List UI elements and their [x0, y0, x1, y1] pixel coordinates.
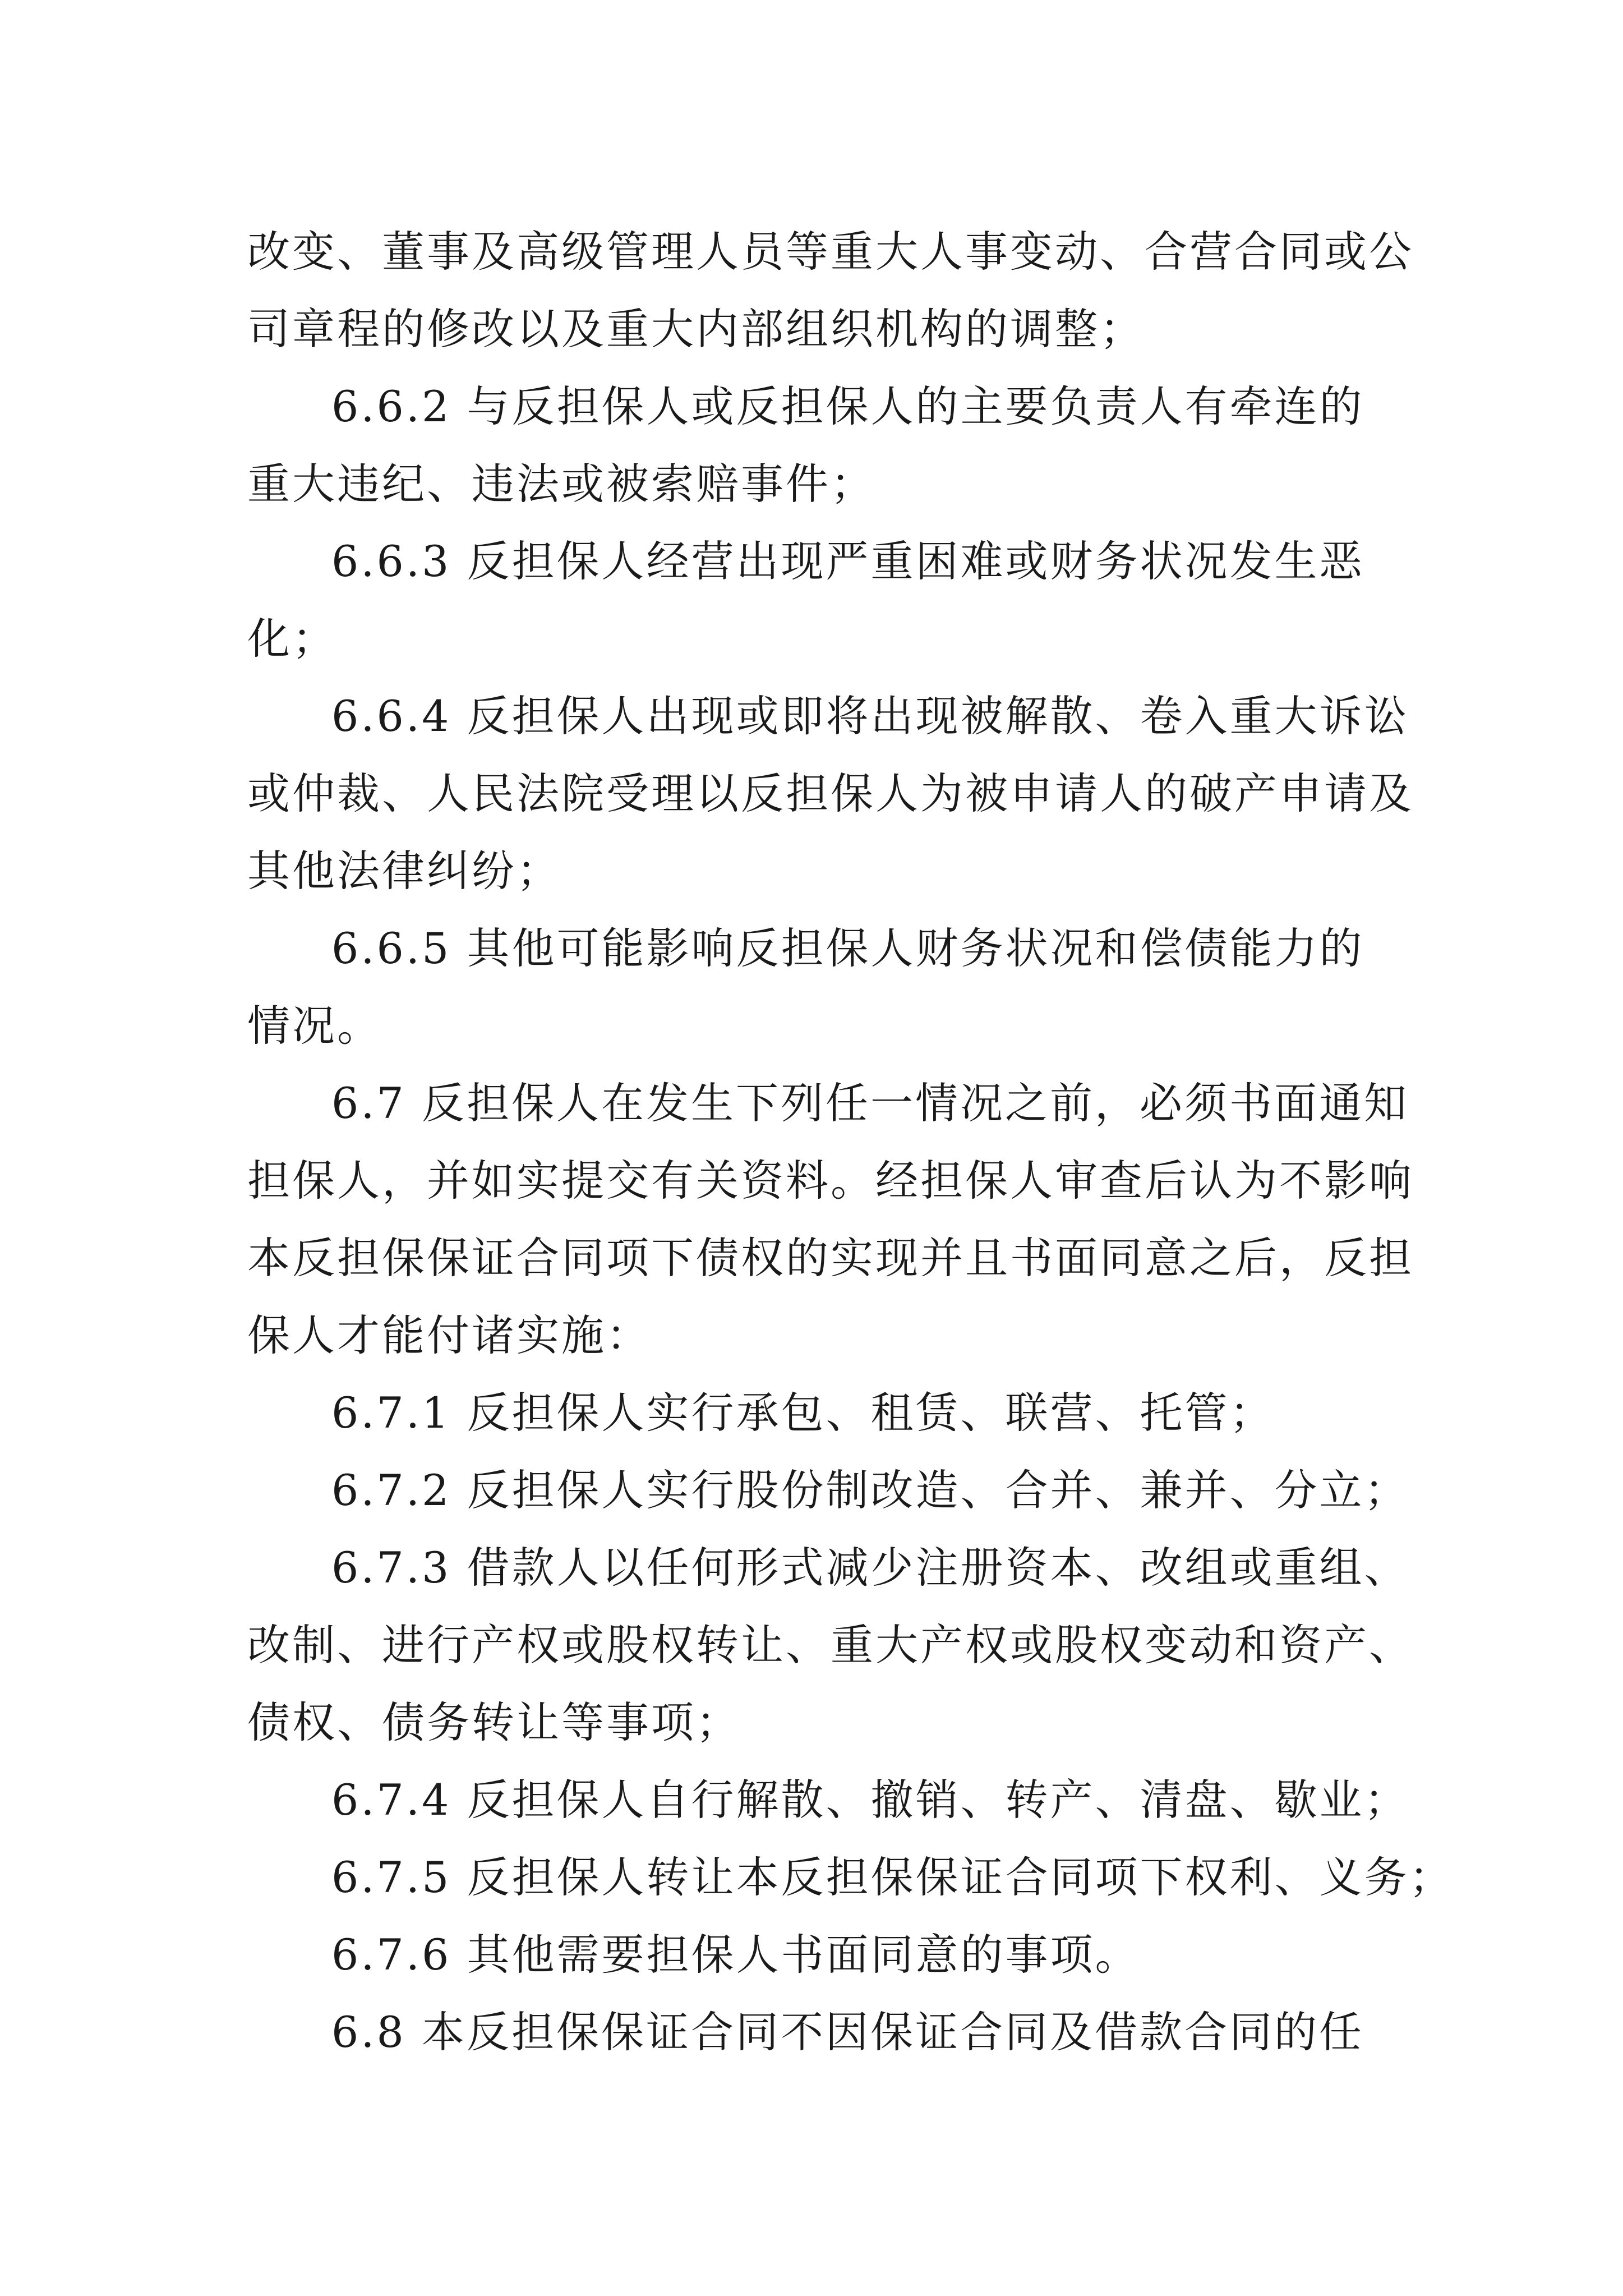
text-line: 保人才能付诸实施：: [247, 1310, 651, 1360]
clause-6-7-6: 6.7.6 其他需要担保人书面同意的事项。: [331, 1930, 1140, 1980]
text-line: 担保人，并如实提交有关资料。经担保人审查后认为不影响: [247, 1156, 1414, 1205]
text-line: 重大违纪、违法或被索赔事件；: [247, 459, 875, 509]
clause-6-6-3: 6.6.3 反担保人经营出现严重困难或财务状况发生恶: [331, 536, 1364, 586]
text-line: 改变、董事及高级管理人员等重大人事变动、合营合同或公: [247, 227, 1414, 277]
clause-6-6-2: 6.6.2 与反担保人或反担保人的主要负责人有牵连的: [331, 381, 1364, 431]
text-line: 改制、进行产权或股权转让、重大产权或股权变动和资产、: [247, 1620, 1414, 1670]
clause-6-6-4: 6.6.4 反担保人出现或即将出现被解散、卷入重大诉讼: [331, 691, 1409, 741]
text-line: 司章程的修改以及重大内部组织机构的调整；: [247, 304, 1145, 354]
clause-6-7: 6.7 反担保人在发生下列任一情况之前，必须书面通知: [331, 1078, 1409, 1128]
clause-6-7-2: 6.7.2 反担保人实行股份制改造、合并、兼并、分立；: [331, 1465, 1409, 1515]
text-line: 情况。: [247, 1001, 382, 1051]
text-line: 其他法律纠纷；: [247, 846, 561, 896]
clause-6-8: 6.8 本反担保保证合同不因保证合同及借款合同的任: [331, 2007, 1364, 2057]
clause-6-7-3: 6.7.3 借款人以任何形式减少注册资本、改组或重组、: [331, 1543, 1409, 1593]
clause-6-7-4: 6.7.4 反担保人自行解散、撤销、转产、清盘、歇业；: [331, 1775, 1409, 1825]
text-line: 化；: [247, 614, 337, 664]
text-line: 或仲裁、人民法院受理以反担保人为被申请人的破产申请及: [247, 769, 1414, 818]
text-line: 债权、债务转让等事项；: [247, 1697, 741, 1747]
text-line: 本反担保保证合同项下债权的实现并且书面同意之后，反担: [247, 1233, 1414, 1283]
clause-6-7-5: 6.7.5 反担保人转让本反担保保证合同项下权利、义务；: [331, 1852, 1454, 1902]
document-body: [247, 213, 1454, 2071]
clause-6-7-1: 6.7.1 反担保人实行承包、租赁、联营、托管；: [331, 1388, 1275, 1438]
clause-6-6-5: 6.6.5 其他可能影响反担保人财务状况和偿债能力的: [331, 923, 1364, 973]
